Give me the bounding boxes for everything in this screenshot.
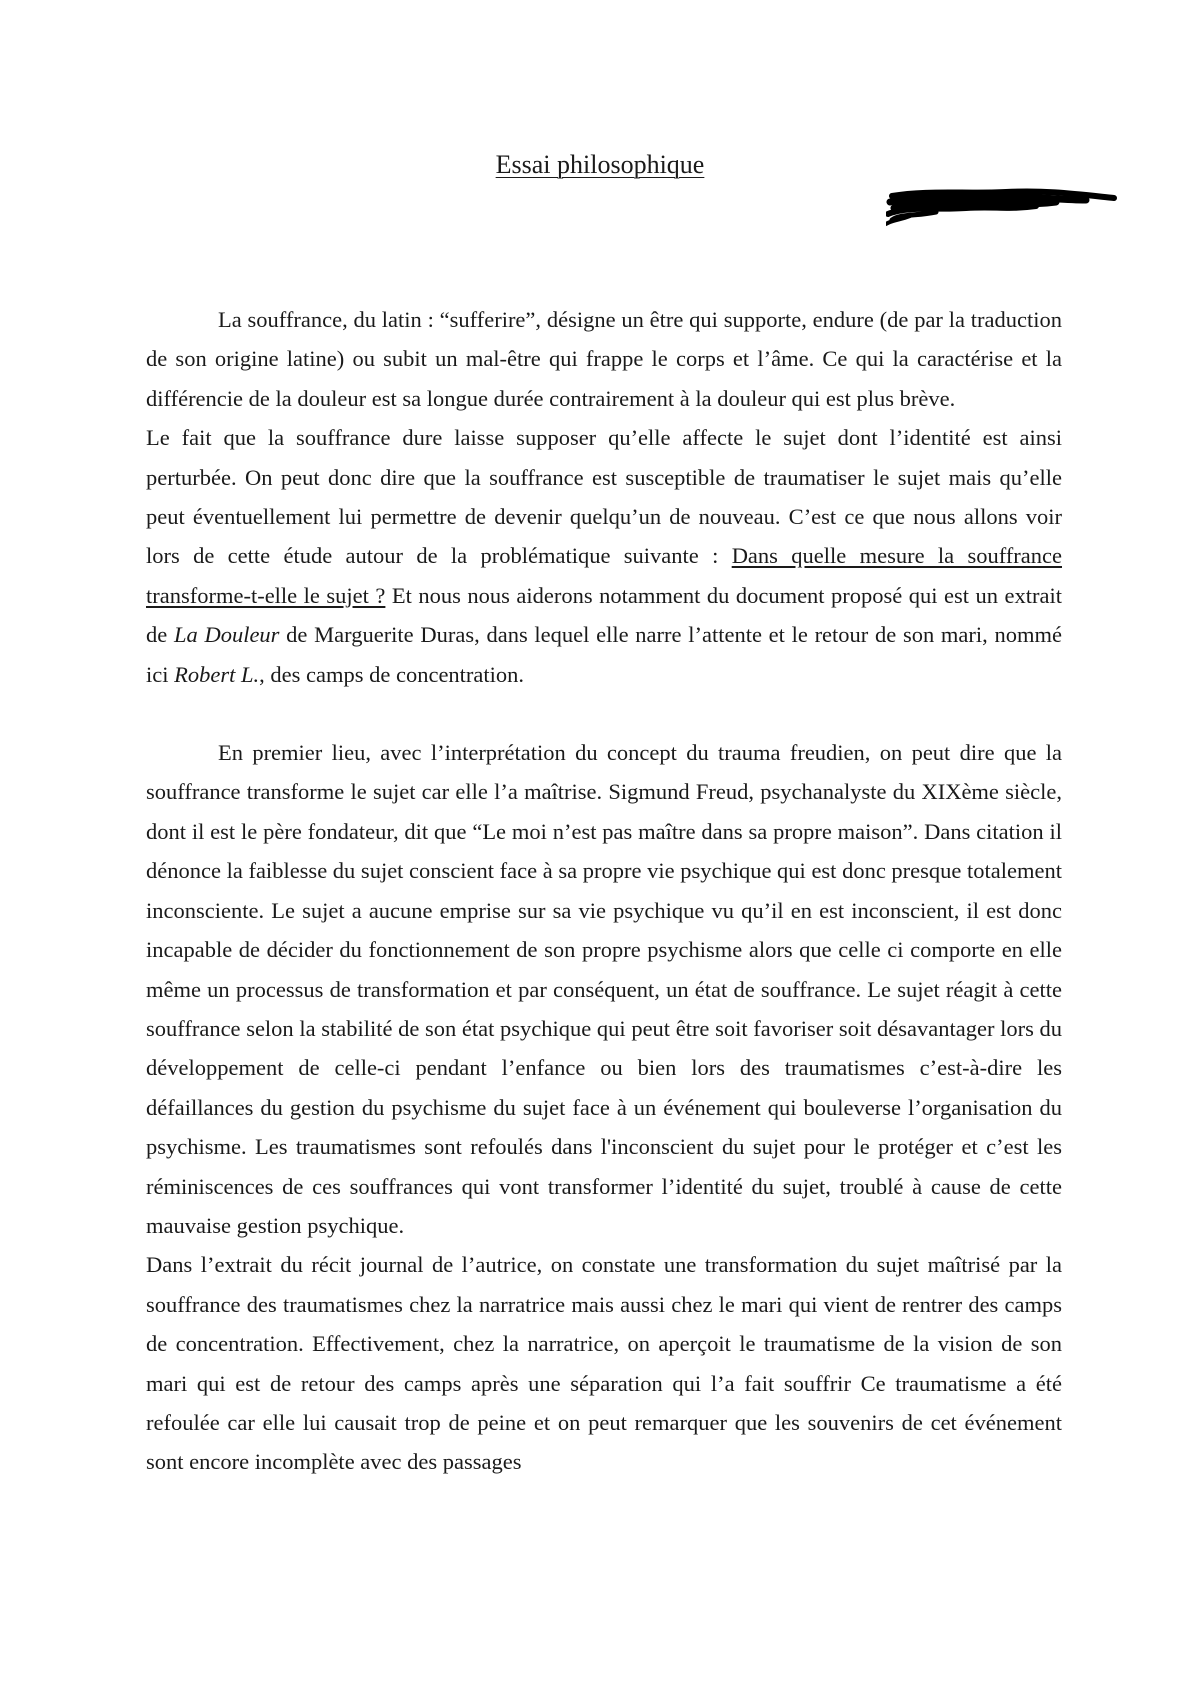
paragraph-text: Et nous nous aiderons notamment du document proposé qui est un extrait de bbox=[146, 582, 1062, 648]
paragraph-text: , des camps de concentration. bbox=[259, 661, 525, 687]
paragraph-problematique bbox=[146, 418, 1062, 694]
paragraph-text: de Marguerite Duras, dans lequel elle narre l’attente et le retour de son mari, nommé ici bbox=[146, 622, 1062, 687]
character-name: Robert L. bbox=[174, 661, 260, 687]
book-title: La Douleur bbox=[173, 622, 280, 648]
redacted-signature-scribble bbox=[886, 186, 1118, 230]
paragraph-freud: En premier lieu, avec l’interprétation du concept du trauma freudien, on peut dire que la souffrance transforme le sujet car elle l’a maîtrise. Sigmund Freud, psychanalyste du XIXème siècle, dont il est le père fondateur, dit que “Le moi n’est pas maître dans sa propre maison”. Dans citation il dénonce la faiblesse du sujet conscient face à sa propre vie psychique qui est donc presque totalement inconsciente. Le sujet a aucune emprise sur sa vie psychique vu qu’il en est inconscient, il est donc incapable de décider du fonctionnement de son propre psychisme alors que celle ci comporte en elle même un processus de transformation et par conséquent, un état de souffrance. Le sujet réagit à cette souffrance selon la stabilité de son état psychique qui peut être soit favoriser soit désavantager lors du développement de celle-ci pendant l’enfance ou bien lors des traumatismes c’est-à-dire les défaillances du gestion du psychisme du sujet face à un événement qui bouleverse l’organisation du psychisme. Les traumatismes sont refoulés dans l'inconscient du sujet pour le protéger et c’est les réminiscences de ces souffrances qui vont transformer l’identité du sujet, troublé à cause de cette mauvaise gestion psychique. bbox=[146, 740, 1062, 1238]
paragraph-extract: Dans l’extrait du récit journal de l’autrice, on constate une transformation du sujet maîtrisé par la souffrance des traumatismes chez la narratrice mais aussi chez le mari qui vient de rentrer des camps de concentration. Effectivement, chez la narratrice, on aperçoit le traumatisme de la vision de son mari qui est de retour des camps après une séparation qui l’a fait souffrir Ce traumatisme a été refoulée car elle lui causait trop de peine et on peut remarquer que les souvenirs de cet événement sont encore incomplète avec des passages bbox=[146, 1252, 1062, 1475]
problematic-question: Dans quelle mesure la souffrance transforme-t-elle le sujet ? bbox=[146, 543, 1062, 608]
paragraph-text: Le fait que la souffrance dure laisse supposer qu’elle affecte le sujet dont l’identité est ainsi perturbée. On peut donc dire que la souffrance est susceptible de traumatiser le sujet mais qu’elle peut éventuellement lui permettre de devenir quelqu’un de nouveau. C’est ce que nous allons voir lors de cette étude autour de la problématique suivante : bbox=[146, 425, 1062, 569]
paragraph-introduction: La souffrance, du latin : “sufferire”, désigne un être qui supporte, endure (de par la traduction de son origine latine) ou subit un mal-être qui frappe le corps et l’âme. Ce qui la caractérise et la différencie de la douleur est sa longue durée contrairement à la douleur qui est plus brève. bbox=[146, 307, 1062, 411]
document-title: Essai philosophique bbox=[495, 150, 705, 179]
essay-body bbox=[146, 300, 1062, 1482]
